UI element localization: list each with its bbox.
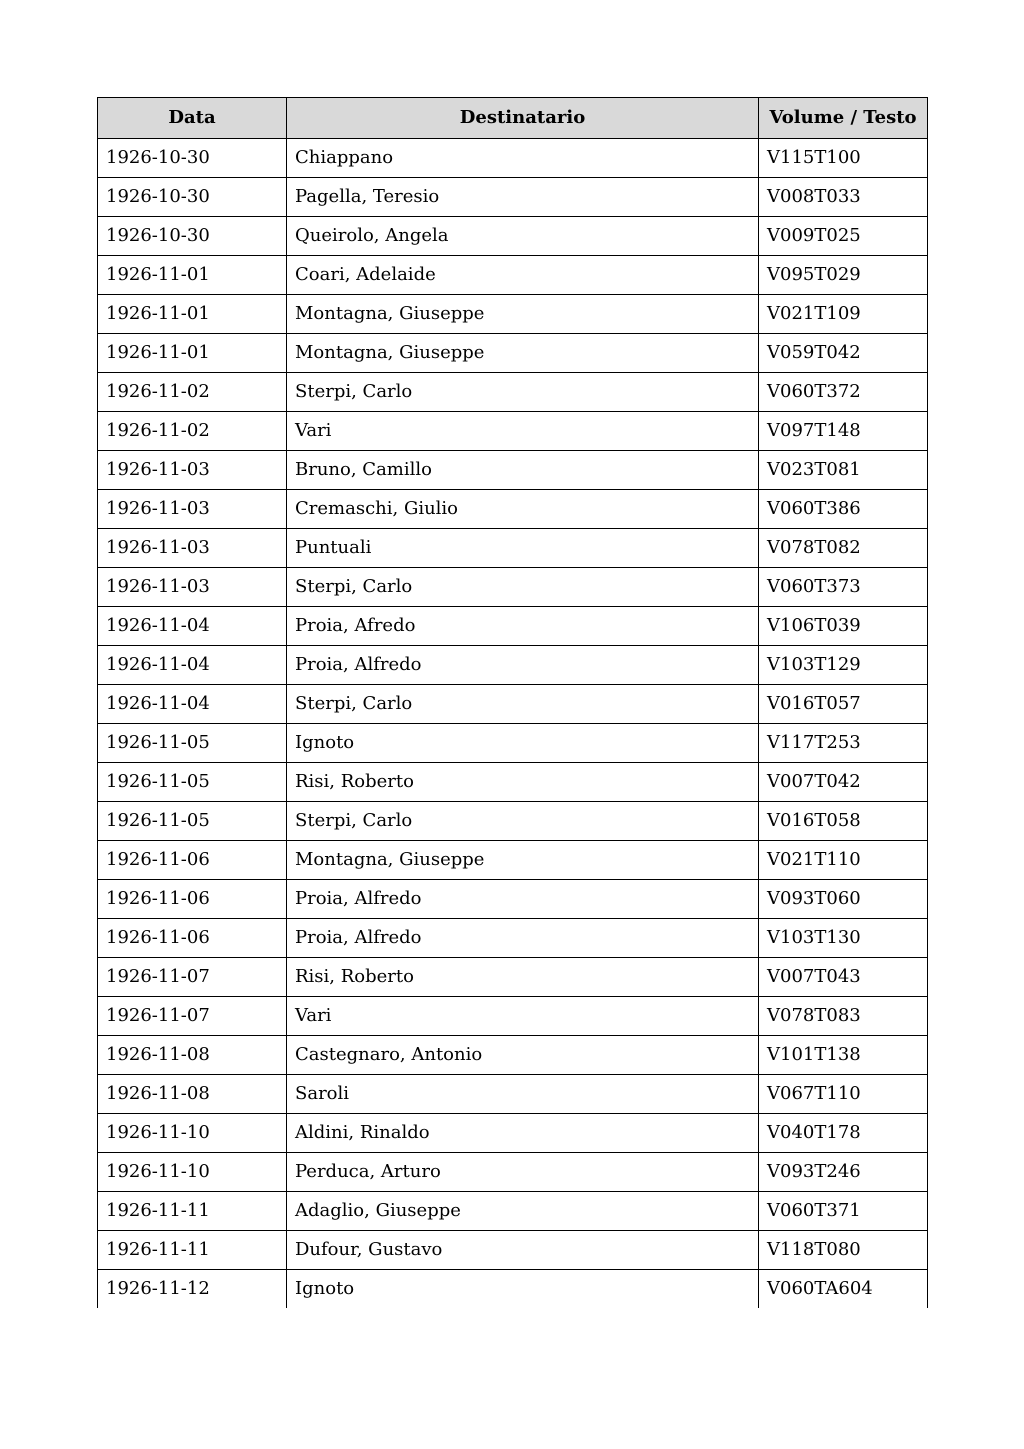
cell-recipient: Risi, Roberto bbox=[287, 763, 759, 802]
table-row bbox=[98, 646, 928, 685]
cell-date: 1926-10-30 bbox=[98, 139, 287, 178]
table-row bbox=[98, 685, 928, 724]
table-row bbox=[98, 919, 928, 958]
cell-date: 1926-11-01 bbox=[98, 256, 287, 295]
cell-date: 1926-11-01 bbox=[98, 295, 287, 334]
table-row bbox=[98, 1270, 928, 1309]
cell-volume: V078T083 bbox=[759, 997, 928, 1036]
table-row bbox=[98, 256, 928, 295]
table-row bbox=[98, 217, 928, 256]
cell-date: 1926-11-10 bbox=[98, 1114, 287, 1153]
table-row bbox=[98, 607, 928, 646]
table-row bbox=[98, 997, 928, 1036]
cell-volume: V103T130 bbox=[759, 919, 928, 958]
cell-recipient: Sterpi, Carlo bbox=[287, 568, 759, 607]
table-row bbox=[98, 412, 928, 451]
cell-date: 1926-11-08 bbox=[98, 1036, 287, 1075]
cell-recipient: Adaglio, Giuseppe bbox=[287, 1192, 759, 1231]
table-row bbox=[98, 529, 928, 568]
cell-volume: V060T371 bbox=[759, 1192, 928, 1231]
cell-date: 1926-11-05 bbox=[98, 724, 287, 763]
cell-date: 1926-11-10 bbox=[98, 1153, 287, 1192]
table-row bbox=[98, 841, 928, 880]
cell-volume: V040T178 bbox=[759, 1114, 928, 1153]
cell-date: 1926-11-11 bbox=[98, 1192, 287, 1231]
cell-volume: V016T057 bbox=[759, 685, 928, 724]
cell-date: 1926-11-12 bbox=[98, 1270, 287, 1309]
cell-volume: V059T042 bbox=[759, 334, 928, 373]
cell-volume: V106T039 bbox=[759, 607, 928, 646]
table-row bbox=[98, 724, 928, 763]
cell-recipient: Montagna, Giuseppe bbox=[287, 295, 759, 334]
cell-volume: V093T060 bbox=[759, 880, 928, 919]
table-row bbox=[98, 295, 928, 334]
table-row bbox=[98, 1192, 928, 1231]
cell-date: 1926-11-01 bbox=[98, 334, 287, 373]
cell-recipient: Proia, Alfredo bbox=[287, 880, 759, 919]
cell-recipient: Ignoto bbox=[287, 724, 759, 763]
cell-volume: V007T043 bbox=[759, 958, 928, 997]
cell-recipient: Saroli bbox=[287, 1075, 759, 1114]
cell-date: 1926-11-06 bbox=[98, 880, 287, 919]
cell-volume: V078T082 bbox=[759, 529, 928, 568]
cell-volume: V097T148 bbox=[759, 412, 928, 451]
cell-volume: V060TA604 bbox=[759, 1270, 928, 1309]
cell-recipient: Risi, Roberto bbox=[287, 958, 759, 997]
cell-volume: V118T080 bbox=[759, 1231, 928, 1270]
table-row bbox=[98, 451, 928, 490]
cell-date: 1926-11-05 bbox=[98, 763, 287, 802]
cell-recipient: Sterpi, Carlo bbox=[287, 685, 759, 724]
cell-recipient: Puntuali bbox=[287, 529, 759, 568]
cell-date: 1926-11-04 bbox=[98, 607, 287, 646]
table-row bbox=[98, 1114, 928, 1153]
table-row bbox=[98, 1075, 928, 1114]
cell-date: 1926-11-02 bbox=[98, 373, 287, 412]
table-row bbox=[98, 373, 928, 412]
cell-volume: V007T042 bbox=[759, 763, 928, 802]
cell-recipient: Ignoto bbox=[287, 1270, 759, 1309]
cell-recipient: Sterpi, Carlo bbox=[287, 373, 759, 412]
table-row bbox=[98, 763, 928, 802]
cell-recipient: Bruno, Camillo bbox=[287, 451, 759, 490]
cell-date: 1926-11-04 bbox=[98, 646, 287, 685]
table-row bbox=[98, 490, 928, 529]
cell-volume: V060T373 bbox=[759, 568, 928, 607]
table-row bbox=[98, 1153, 928, 1192]
cell-recipient: Montagna, Giuseppe bbox=[287, 841, 759, 880]
cell-date: 1926-10-30 bbox=[98, 217, 287, 256]
cell-date: 1926-11-04 bbox=[98, 685, 287, 724]
table-row bbox=[98, 139, 928, 178]
cell-date: 1926-11-05 bbox=[98, 802, 287, 841]
cell-volume: V095T029 bbox=[759, 256, 928, 295]
cell-volume: V021T109 bbox=[759, 295, 928, 334]
table-row bbox=[98, 334, 928, 373]
cell-recipient: Castegnaro, Antonio bbox=[287, 1036, 759, 1075]
cell-recipient: Cremaschi, Giulio bbox=[287, 490, 759, 529]
cell-volume: V016T058 bbox=[759, 802, 928, 841]
cell-volume: V060T386 bbox=[759, 490, 928, 529]
cell-volume: V093T246 bbox=[759, 1153, 928, 1192]
cell-date: 1926-11-07 bbox=[98, 958, 287, 997]
letters-table bbox=[97, 97, 928, 1308]
cell-recipient: Proia, Afredo bbox=[287, 607, 759, 646]
cell-volume: V067T110 bbox=[759, 1075, 928, 1114]
table-row bbox=[98, 568, 928, 607]
cell-recipient: Queirolo, Angela bbox=[287, 217, 759, 256]
cell-date: 1926-11-03 bbox=[98, 490, 287, 529]
cell-volume: V103T129 bbox=[759, 646, 928, 685]
column-header-date: Data bbox=[98, 98, 287, 139]
cell-volume: V060T372 bbox=[759, 373, 928, 412]
cell-volume: V023T081 bbox=[759, 451, 928, 490]
cell-date: 1926-11-03 bbox=[98, 568, 287, 607]
cell-recipient: Montagna, Giuseppe bbox=[287, 334, 759, 373]
table-row bbox=[98, 178, 928, 217]
table-row bbox=[98, 802, 928, 841]
table-row bbox=[98, 958, 928, 997]
table-header bbox=[98, 98, 928, 139]
cell-date: 1926-11-06 bbox=[98, 841, 287, 880]
cell-recipient: Vari bbox=[287, 412, 759, 451]
cell-date: 1926-11-08 bbox=[98, 1075, 287, 1114]
cell-recipient: Coari, Adelaide bbox=[287, 256, 759, 295]
cell-volume: V117T253 bbox=[759, 724, 928, 763]
cell-date: 1926-11-03 bbox=[98, 529, 287, 568]
cell-date: 1926-11-07 bbox=[98, 997, 287, 1036]
column-header-recipient: Destinatario bbox=[287, 98, 759, 139]
cell-volume: V021T110 bbox=[759, 841, 928, 880]
cell-recipient: Chiappano bbox=[287, 139, 759, 178]
cell-recipient: Sterpi, Carlo bbox=[287, 802, 759, 841]
table-row bbox=[98, 1036, 928, 1075]
cell-date: 1926-11-06 bbox=[98, 919, 287, 958]
cell-date: 1926-11-11 bbox=[98, 1231, 287, 1270]
table-row bbox=[98, 1231, 928, 1270]
cell-volume: V008T033 bbox=[759, 178, 928, 217]
table-header-row bbox=[98, 98, 928, 139]
cell-recipient: Aldini, Rinaldo bbox=[287, 1114, 759, 1153]
cell-recipient: Dufour, Gustavo bbox=[287, 1231, 759, 1270]
cell-date: 1926-11-02 bbox=[98, 412, 287, 451]
cell-recipient: Proia, Alfredo bbox=[287, 919, 759, 958]
cell-recipient: Pagella, Teresio bbox=[287, 178, 759, 217]
table-row bbox=[98, 880, 928, 919]
cell-recipient: Proia, Alfredo bbox=[287, 646, 759, 685]
cell-volume: V115T100 bbox=[759, 139, 928, 178]
cell-date: 1926-10-30 bbox=[98, 178, 287, 217]
table-body bbox=[98, 139, 928, 1309]
cell-volume: V009T025 bbox=[759, 217, 928, 256]
cell-date: 1926-11-03 bbox=[98, 451, 287, 490]
column-header-volume: Volume / Testo bbox=[759, 98, 928, 139]
cell-volume: V101T138 bbox=[759, 1036, 928, 1075]
cell-recipient: Perduca, Arturo bbox=[287, 1153, 759, 1192]
cell-recipient: Vari bbox=[287, 997, 759, 1036]
